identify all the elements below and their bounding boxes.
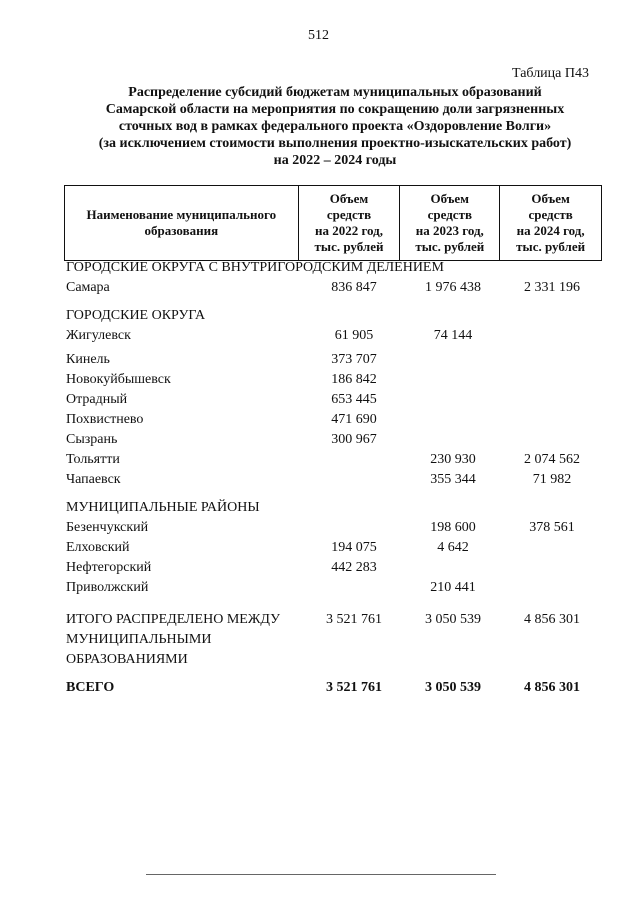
table-row: Приволжский 210 441: [66, 580, 476, 595]
section-heading: ГОРОДСКИЕ ОКРУГА С ВНУТРИГОРОДСКИМ ДЕЛЕНИЕМ: [66, 260, 444, 275]
title-line: на 2022 – 2024 годы: [273, 153, 397, 168]
title-line: сточных вод в рамках федерального проекта «Оздоровление Волги»: [118, 119, 552, 134]
table-label: Таблица П43: [512, 66, 589, 81]
title-line: (за исключением стоимости выполнения проектно-изыскательских работ): [98, 136, 572, 151]
section-heading: МУНИЦИПАЛЬНЫЕ РАЙОНЫ: [66, 500, 260, 515]
table-row: Жигулевск 61 905 74 144: [66, 328, 473, 343]
table-row: Кинель 373 707: [66, 352, 377, 367]
document-title: [50, 84, 620, 169]
title-line: Самарской области на мероприятия по сокращению доли загрязненных: [105, 102, 565, 117]
table-row: Чапаевск 355 344 71 982: [66, 472, 572, 487]
table-row: Нефтегорский 442 283: [66, 560, 377, 575]
column-header-name: Наименование муниципального образования: [65, 186, 299, 261]
title-line: Распределение субсидий бюджетам муниципальных образований: [128, 85, 542, 100]
column-header-2022: Объем средств на 2022 год, тыс. рублей: [298, 186, 400, 261]
column-header-2023: Объем средств на 2023 год, тыс. рублей: [400, 186, 500, 261]
section-heading: ГОРОДСКИЕ ОКРУГА: [66, 308, 206, 323]
column-header-2024: Объем средств на 2024 год, тыс. рублей: [500, 186, 602, 261]
footer-divider: [146, 874, 496, 875]
table-row: Похвистнево 471 690: [66, 412, 377, 427]
table-body: [64, 258, 602, 698]
page-number: 512: [308, 28, 329, 43]
table-row: Новокуйбышевск 186 842: [66, 372, 377, 387]
table-row: Безенчукский 198 600 378 561: [66, 520, 575, 535]
table-row: Сызрань 300 967: [66, 432, 377, 447]
table-header: [64, 185, 602, 261]
total-distributed-row: ИТОГО РАСПРЕДЕЛЕНО МЕЖДУ МУНИЦИПАЛЬНЫМИ ОБРАЗОВАНИЯМИ 3 521 761 3 050 539 4 856 301: [66, 612, 580, 667]
table-row: Самара 836 847 1 976 438 2 331 196: [66, 280, 580, 295]
table-row: Елховский 194 075 4 642: [66, 540, 469, 555]
table-row: Отрадный 653 445: [66, 392, 377, 407]
grand-total-row: ВСЕГО 3 521 761 3 050 539 4 856 301: [66, 680, 580, 695]
table-row: Тольятти 230 930 2 074 562: [66, 452, 580, 467]
